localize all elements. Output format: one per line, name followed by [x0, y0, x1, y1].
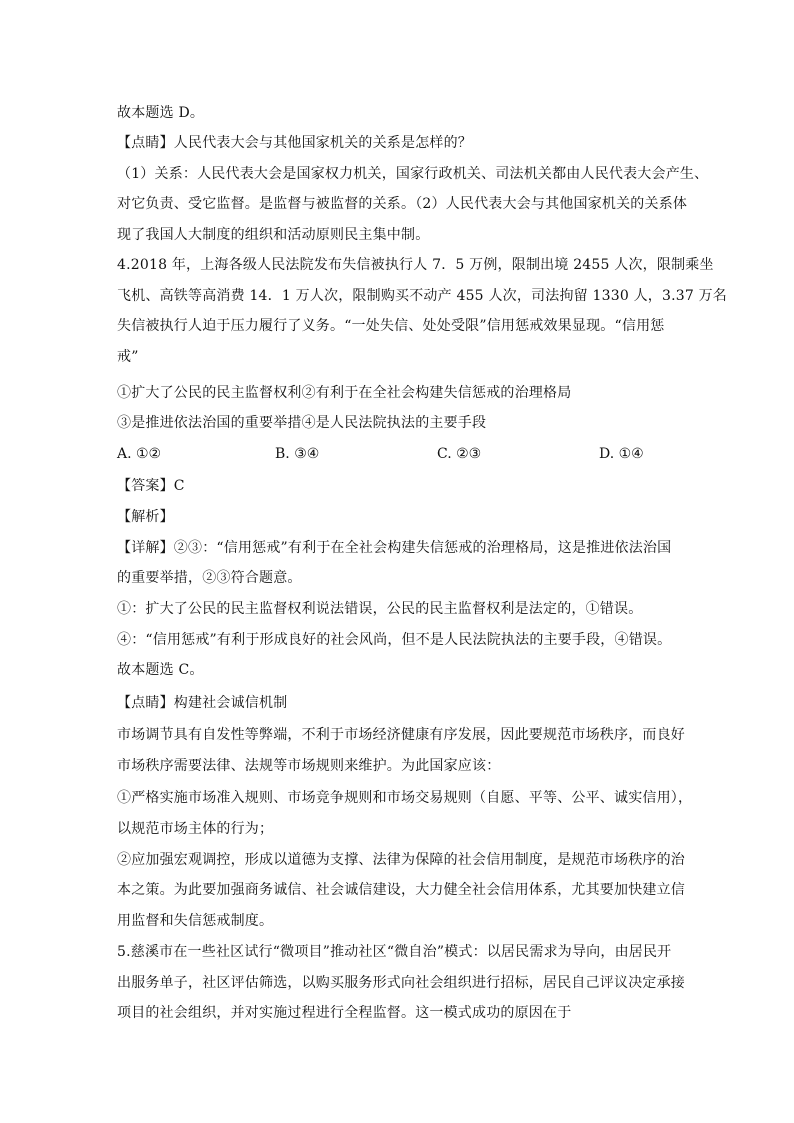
- text-line: 市场秩序需要法律、法规等市场规则来维护。为此国家应该：: [117, 758, 501, 774]
- text-line: 失信被执行人迫于压力履行了义务。“一处失信、处处受限”信用惩戒效果显现。“信用惩: [117, 318, 665, 334]
- option-d: D. ①④: [599, 446, 644, 462]
- detail-line: 【详解】②③：“信用惩戒”有利于在全社会构建失信惩戒的治理格局，这是推进依法治国: [117, 540, 672, 556]
- text-line: 出服务单子，社区评估筛选，以购买服务形式向社会组织进行招标，居民自己评议决定承接: [117, 975, 685, 991]
- text-line: 用监督和失信惩戒制度。: [117, 913, 274, 929]
- option-a: A. ①②: [117, 446, 162, 462]
- text-line: 故本题选 D。: [117, 105, 205, 121]
- text-line: 戒”: [117, 349, 139, 365]
- text-line: 的重要举措，②③符合题意。: [117, 570, 302, 586]
- answer-line: 【答案】C: [117, 478, 185, 494]
- text-line: ②应加强宏观调控，形成以道德为支撑、法律为保障的社会信用制度，是规范市场秩序的治: [117, 852, 685, 868]
- option-b: B. ③④: [275, 446, 320, 462]
- text-line: ①：扩大了公民的民主监督权利说法错误，公民的民主监督权利是法定的，①错误。: [117, 601, 643, 617]
- text-line: ④：“信用惩戒”有利于形成良好的社会风尚，但不是人民法院执法的主要手段，④错误。: [117, 632, 672, 648]
- analysis-heading: 【解析】: [117, 509, 174, 525]
- text-line: 以规范市场主体的行为；: [117, 821, 274, 837]
- text-line: 飞机、高铁等高消费 14．1 万人次，限制购买不动产 455 人次，司法拘留 1330 人，3.37 万名: [117, 288, 727, 304]
- question-5-text: 5.慈溪市在一些社区试行“微项目”推动社区“微自治”模式：以居民需求为导向，由居民开: [117, 944, 672, 960]
- text-line: ①严格实施市场准入规则、市场竞争规则和市场交易规则（自愿、平等、公平、诚实信用），: [117, 790, 693, 806]
- text-line: （1）关系：人民代表大会是国家权力机关，国家行政机关、司法机关都由人民代表大会产生、: [117, 166, 709, 182]
- text-line: 故本题选 C。: [117, 662, 204, 678]
- dianjing-heading: 【点睛】人民代表大会与其他国家机关的关系是怎样的？: [117, 135, 472, 151]
- question-4-text: 4.2018 年，上海各级人民法院发布失信被执行人 7．5 万例，限制出境 2455 人次，限制乘坐: [117, 257, 714, 273]
- statement-line: ①扩大了公民的民主监督权利②有利于在全社会构建失信惩戒的治理格局: [117, 385, 572, 401]
- text-line: 对它负责、受它监督。是监督与被监督的关系。（2）人民代表大会与其他国家机关的关系体: [117, 196, 688, 212]
- text-line: 本之策。为此要加强商务诚信、社会诚信建设，大力健全社会信用体系，尤其要加快建立信: [117, 882, 685, 898]
- dianjing-heading: 【点睛】构建社会诚信机制: [117, 695, 288, 711]
- text-line: 现了我国人大制度的组织和活动原则民主集中制。: [117, 227, 430, 243]
- option-c: C. ②③: [437, 446, 482, 462]
- text-line: 市场调节具有自发性等弊端，不利于市场经济健康有序发展，因此要规范市场秩序，而良好: [117, 727, 685, 743]
- text-line: 项目的社会组织，并对实施过程进行全程监督。这一模式成功的原因在于: [117, 1005, 572, 1021]
- statement-line: ③是推进依法治国的重要举措④是人民法院执法的主要手段: [117, 415, 487, 431]
